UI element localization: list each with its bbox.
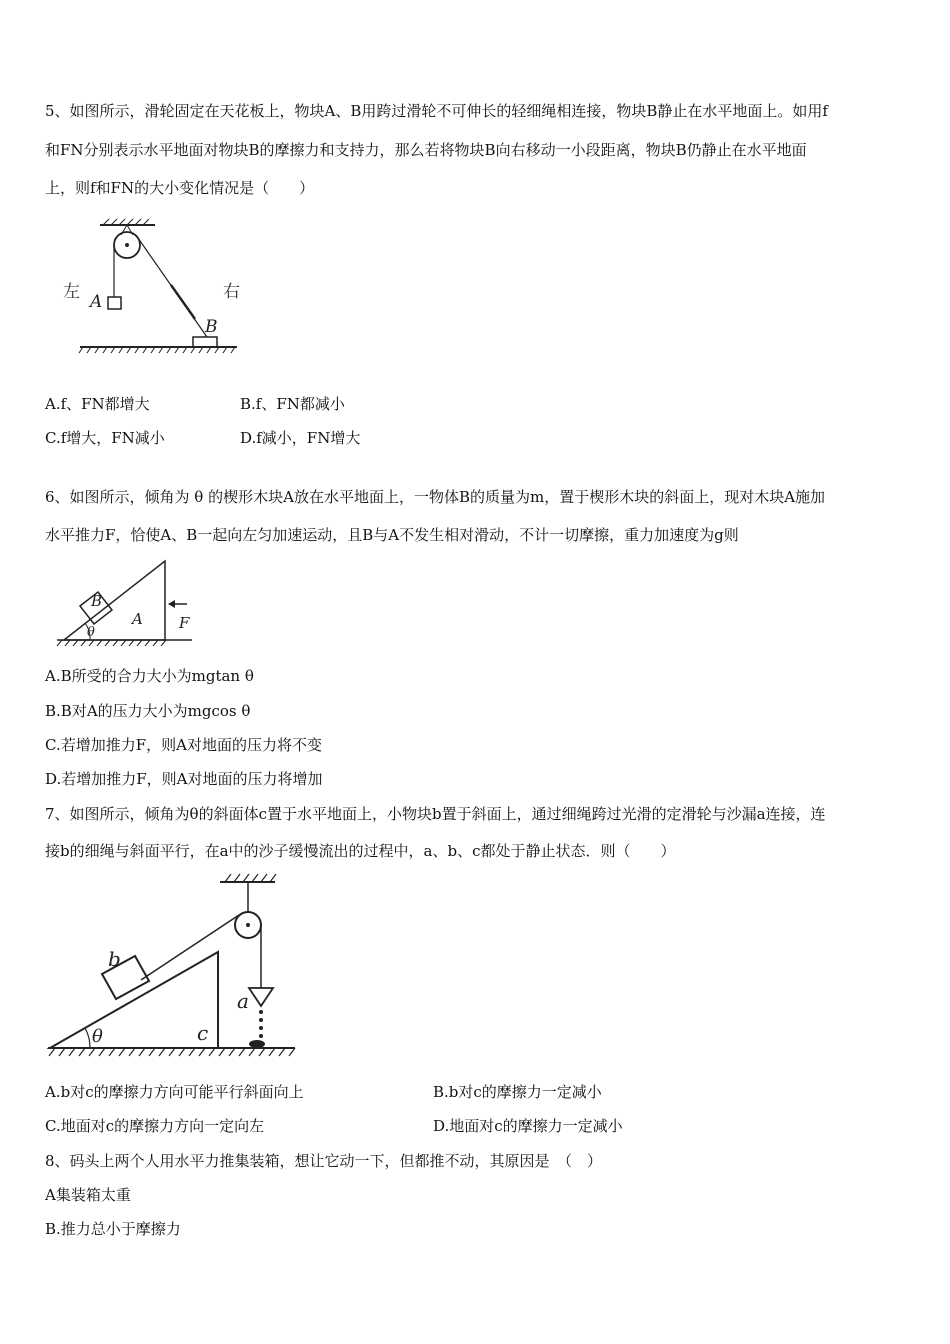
q5-option-b[interactable]: B.f、FN都减小	[240, 395, 345, 413]
q7-incline-figure	[45, 870, 300, 1060]
q7-text-line-2: 接b的细绳与斜面平行，在a中的沙子缓慢流出的过程中，a、b、c都处于静止状态．则（ ）	[45, 842, 676, 860]
q7-option-c[interactable]: C.地面对c的摩擦力方向一定向左	[45, 1117, 265, 1135]
q7-label-b: b	[108, 947, 121, 971]
q7-label-a: a	[237, 989, 249, 1013]
q5-pulley-figure	[55, 215, 255, 360]
q6-label-theta: θ	[87, 625, 95, 640]
q6-text-line-1: 6、如图所示，倾角为 θ 的楔形木块A放在水平地面上，一物体B的质量为m，置于楔形木块的斜面上，现对木块A施加	[45, 488, 826, 506]
q6-option-a[interactable]: A.B所受的合力大小为mgtan θ	[45, 667, 254, 685]
q7-option-a[interactable]: A.b对c的摩擦力方向可能平行斜面向上	[45, 1083, 304, 1101]
q5-text-line-3: 上，则f和FN的大小变化情况是（ ）	[45, 179, 315, 197]
q7-label-c: c	[197, 1021, 209, 1045]
q5-text-line-2: 和FN分别表示水平地面对物块B的摩擦力和支持力，那么若将物块B向右移动一小段距离，物块B仍静止在水平地面	[45, 141, 807, 159]
q5-option-d[interactable]: D.f减小，FN增大	[240, 429, 361, 447]
q7-option-d[interactable]: D.地面对c的摩擦力一定减小	[433, 1117, 623, 1135]
q6-label-a: A	[132, 610, 143, 628]
q6-text-line-2: 水平推力F，恰使A、B一起向左匀加速运动，且B与A不发生相对滑动，不计一切摩擦，重力加速度为g则	[45, 526, 739, 544]
q6-label-b: B	[91, 592, 103, 610]
q7-option-b[interactable]: B.b对c的摩擦力一定减小	[433, 1083, 602, 1101]
q5-label-left: 左	[63, 282, 80, 302]
q7-text-line-1: 7、如图所示，倾角为θ的斜面体c置于水平地面上，小物块b置于斜面上，通过细绳跨过光滑的定滑轮与沙漏a连接，连	[45, 805, 826, 823]
q7-label-theta: θ	[92, 1026, 103, 1047]
q6-option-c[interactable]: C.若增加推力F，则A对地面的压力将不变	[45, 736, 322, 754]
q5-label-b: B	[205, 317, 218, 337]
q5-text-line-1: 5、如图所示，滑轮固定在天花板上，物块A、B用跨过滑轮不可伸长的轻细绳相连接，物块B静止在水平地面上。如用f	[45, 102, 828, 120]
q6-wedge-figure	[52, 556, 202, 651]
q8-option-a[interactable]: A集装箱太重	[45, 1186, 131, 1204]
q5-option-a[interactable]: A.f、FN都增大	[45, 395, 150, 413]
q8-option-b[interactable]: B.推力总小于摩擦力	[45, 1220, 181, 1238]
q6-option-d[interactable]: D.若增加推力F，则A对地面的压力将增加	[45, 770, 323, 788]
q5-label-right: 右	[223, 282, 240, 302]
q5-label-a: A	[90, 292, 103, 312]
q6-option-b[interactable]: B.B对A的压力大小为mgcos θ	[45, 702, 251, 720]
q6-label-f: F	[179, 614, 190, 632]
q5-option-c[interactable]: C.f增大，FN减小	[45, 429, 165, 447]
q8-text-line-1: 8、码头上两个人用水平力推集装箱，想让它动一下，但都推不动，其原因是 （ ）	[45, 1152, 603, 1170]
